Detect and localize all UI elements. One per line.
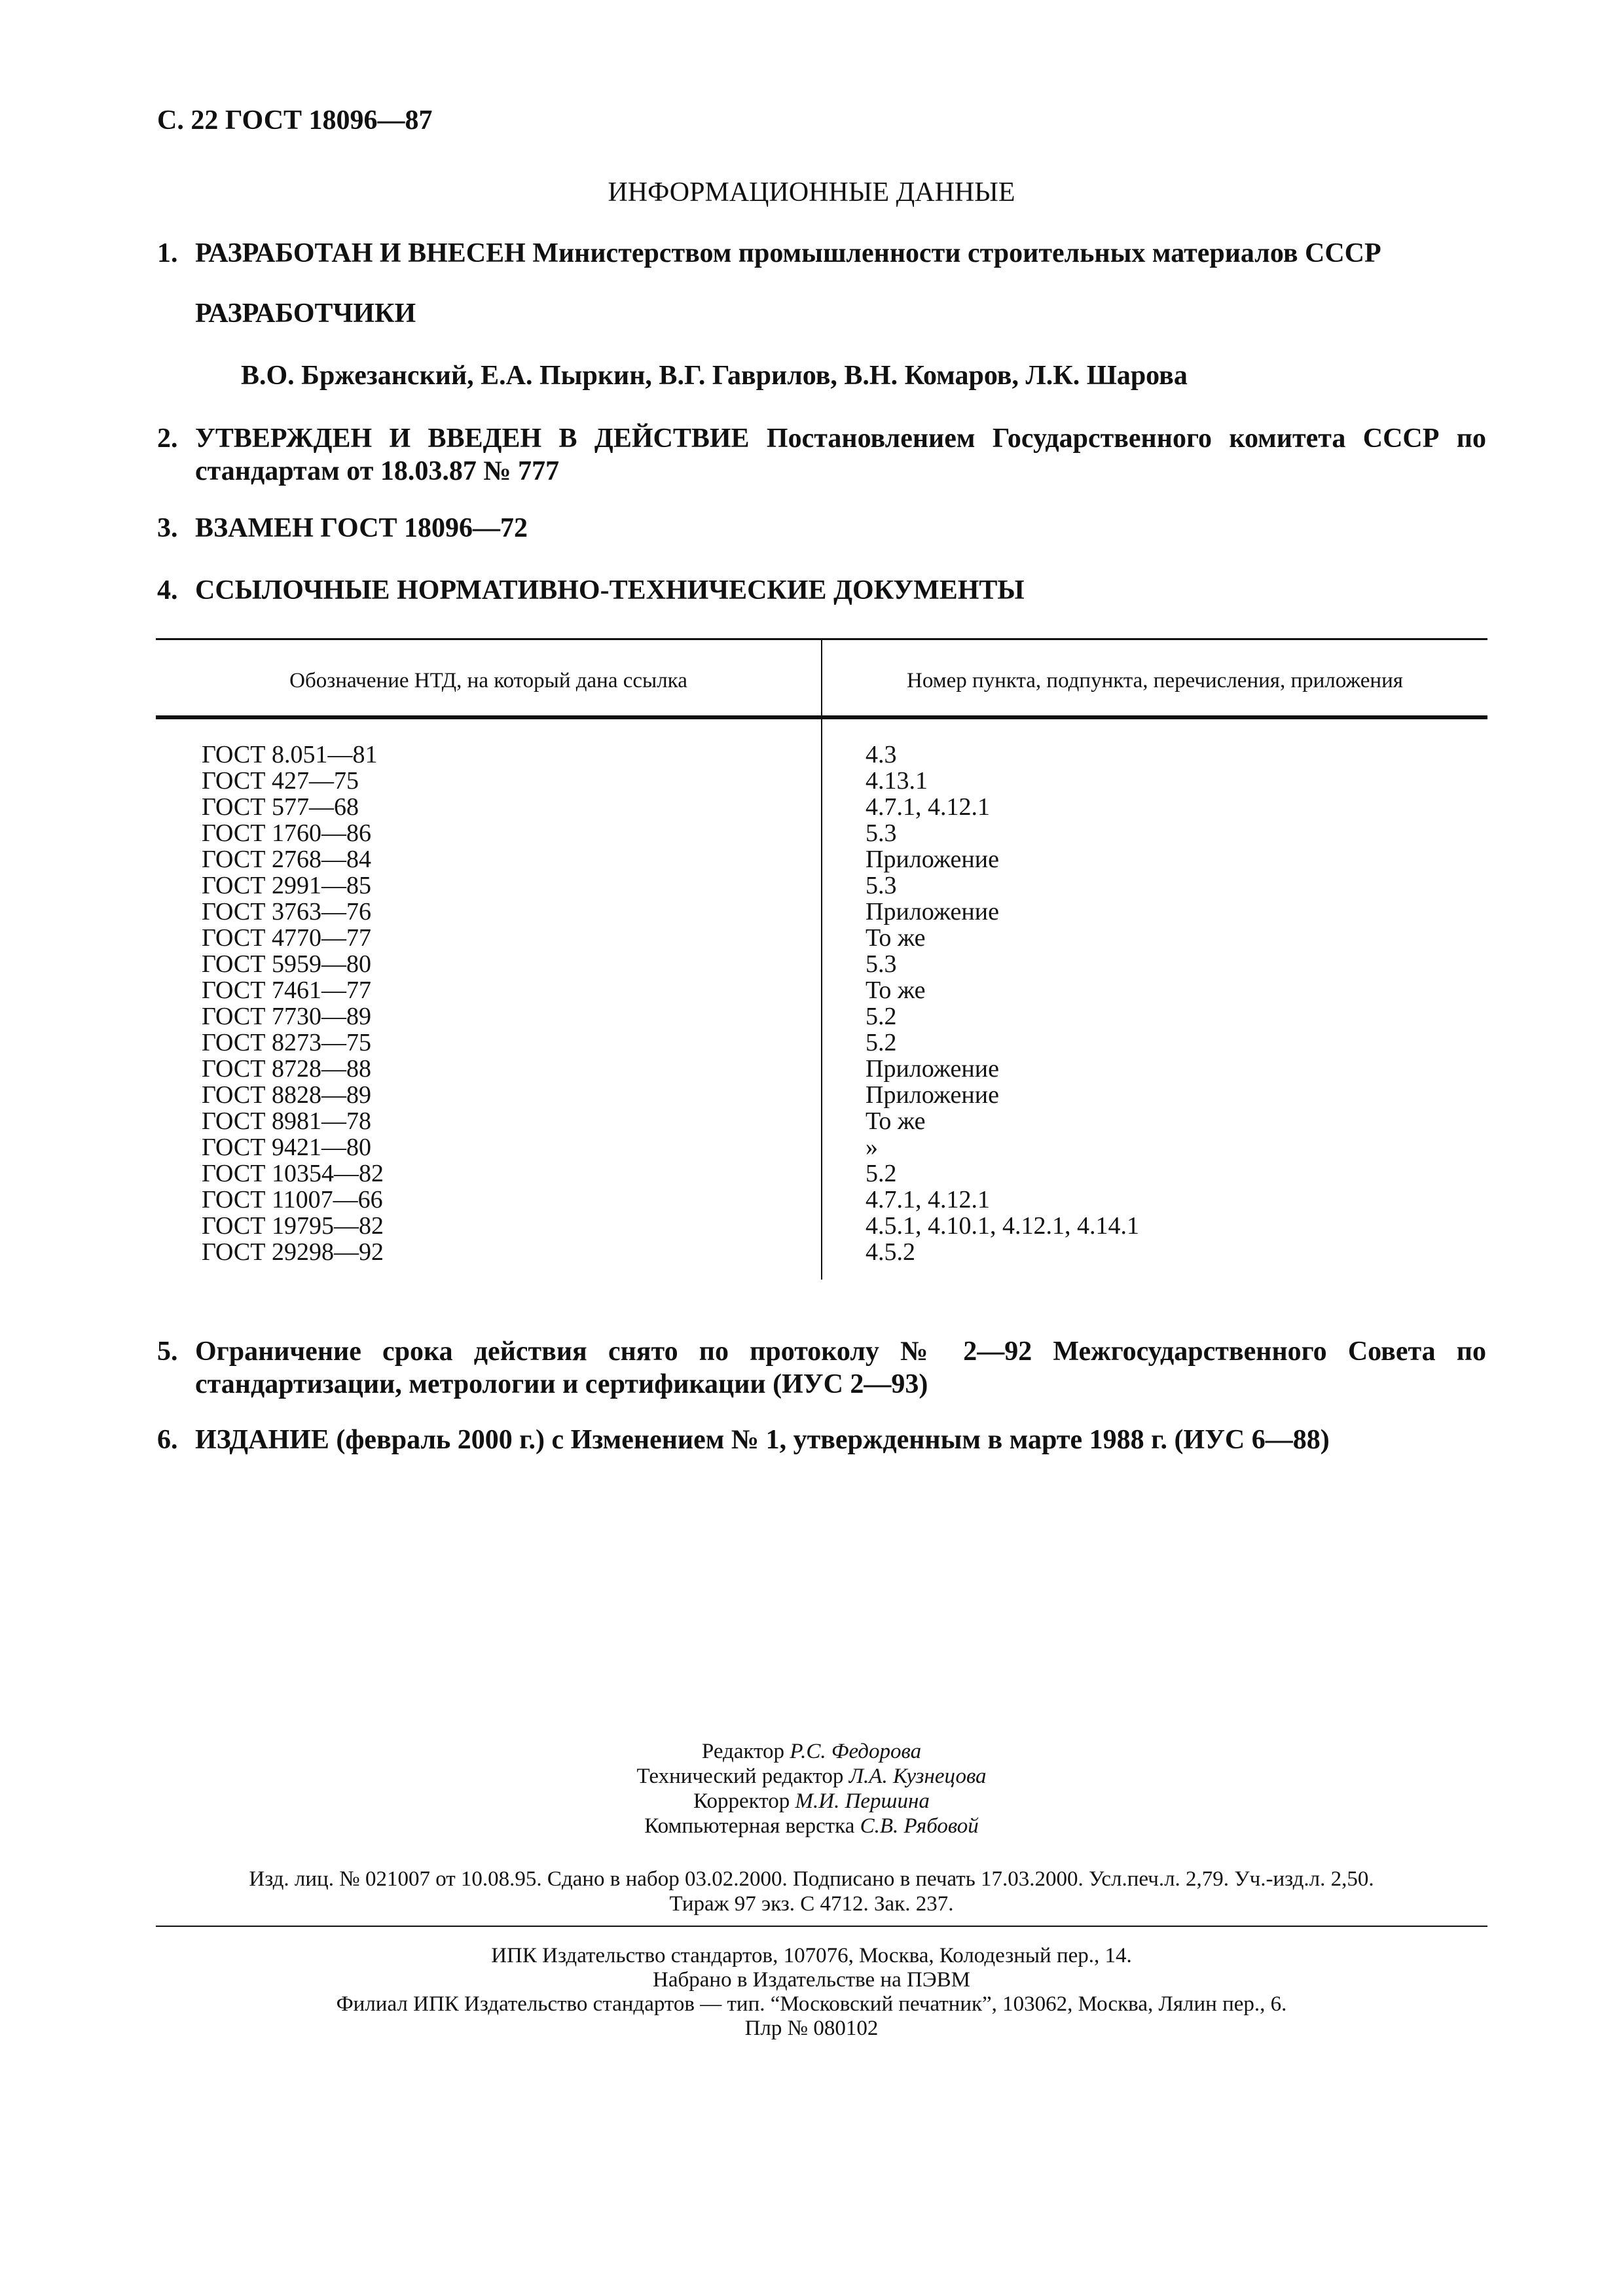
- table-cell-clause: 5.2: [866, 1003, 897, 1030]
- table-cell-clause: Приложение: [866, 898, 999, 925]
- table-cell-ntd: ГОСТ 8273—75: [202, 1029, 371, 1056]
- imprint-divider: [156, 1926, 1487, 1927]
- publisher-line: Плр № 080102: [744, 2017, 879, 2040]
- table-cell-clause: 5.3: [866, 872, 897, 899]
- section-1-text: [195, 237, 1486, 270]
- section-5: [157, 1335, 1486, 1401]
- table-cell-clause: »: [866, 1134, 878, 1161]
- table-column-ntd: [202, 742, 384, 1265]
- section-2-text: [195, 422, 1486, 488]
- credit-role: Компьютерная верстка: [644, 1814, 860, 1838]
- section-3: [157, 512, 1486, 545]
- imprint-line: Изд. лиц. № 021007 от 10.08.95. Сдано в набор 03.02.2000. Подписано в печать 17.03.2000. Усл.печ.л. 2,79. Уч.-изд.л. 2,50.: [249, 1867, 1374, 1891]
- credit-name: Л.А. Кузнецова: [848, 1765, 987, 1788]
- section-5-text: Ограничение срока действия снято по протоколу № 2—92 Межгосударственного Совета по стандартизации, метрологии и сертификации (ИУС 2—93): [195, 1336, 1486, 1399]
- table-cell-clause: 5.3: [866, 819, 897, 847]
- table-cell-clause: Приложение: [866, 846, 999, 873]
- table-cell-ntd: ГОСТ 19795—82: [202, 1212, 384, 1240]
- table-cell-clause: Приложение: [866, 1055, 999, 1083]
- section-4-number: 4.: [157, 575, 178, 605]
- credit-role: Редактор: [701, 1740, 790, 1763]
- section-3-number: 3.: [157, 513, 178, 543]
- credit-name: М.И. Першина: [795, 1789, 930, 1813]
- table-cell-clause: 4.7.1, 4.12.1: [866, 1186, 990, 1213]
- section-6-number: 6.: [157, 1425, 178, 1455]
- table-cell-ntd: ГОСТ 1760—86: [202, 819, 371, 847]
- table-cell-clause: 5.3: [866, 950, 897, 978]
- section-6: [157, 1424, 1486, 1456]
- page-header: С. 22 ГОСТ 18096—87: [157, 105, 433, 135]
- table-cell-clause: То же: [866, 977, 926, 1004]
- credit-role: Корректор: [693, 1789, 795, 1813]
- table-column-divider: [821, 638, 822, 1280]
- credit-editor: [0, 1739, 1623, 1764]
- table-cell-ntd: ГОСТ 5959—80: [202, 950, 371, 978]
- section-5-number: 5.: [157, 1336, 178, 1367]
- table-cell-clause: 4.13.1: [866, 767, 928, 795]
- table-cell-ntd: ГОСТ 8828—89: [202, 1081, 371, 1109]
- table-cell-clause: 4.5.1, 4.10.1, 4.12.1, 4.14.1: [866, 1212, 1139, 1240]
- page-title: ИНФОРМАЦИОННЫЕ ДАННЫЕ: [608, 177, 1015, 207]
- section-2-bold-lead: УТВЕРЖДЕН И ВВЕДЕН В ДЕЙСТВИЕ: [195, 423, 750, 454]
- table-cell-ntd: ГОСТ 9421—80: [202, 1134, 371, 1161]
- table-cell-clause: То же: [866, 1107, 926, 1135]
- table-cell-ntd: ГОСТ 8981—78: [202, 1107, 371, 1135]
- table-cell-clause: 5.2: [866, 1029, 897, 1056]
- credit-role: Технический редактор: [636, 1765, 849, 1788]
- table-cell-ntd: ГОСТ 427—75: [202, 767, 359, 795]
- editorial-credits: [0, 1739, 1623, 1839]
- section-2: [157, 422, 1486, 488]
- table-cell-ntd: ГОСТ 10354—82: [202, 1160, 384, 1187]
- table-column-clause: [866, 742, 1139, 1265]
- section-1: [157, 237, 1486, 270]
- table-cell-ntd: ГОСТ 577—68: [202, 793, 359, 821]
- table-cell-clause: 4.5.2: [866, 1238, 915, 1266]
- credit-proofreader: [0, 1789, 1623, 1814]
- table-cell-clause: 5.2: [866, 1160, 897, 1187]
- table-cell-ntd: ГОСТ 7461—77: [202, 977, 371, 1004]
- credit-technical-editor: [0, 1764, 1623, 1789]
- section-4-text: ССЫЛОЧНЫЕ НОРМАТИВНО-ТЕХНИЧЕСКИЕ ДОКУМЕНТЫ: [195, 575, 1025, 605]
- table-cell-ntd: ГОСТ 3763—76: [202, 898, 371, 925]
- table-cell-ntd: ГОСТ 29298—92: [202, 1238, 384, 1266]
- publisher-line: ИПК Издательство стандартов, 107076, Москва, Колодезный пер., 14.: [491, 1944, 1132, 1967]
- publisher-line: Набрано в Издательстве на ПЭВМ: [653, 1968, 970, 1992]
- table-cell-clause: То же: [866, 924, 926, 952]
- table-cell-ntd: ГОСТ 7730—89: [202, 1003, 371, 1030]
- section-4: [157, 574, 1486, 607]
- section-1-number: 1.: [157, 238, 178, 268]
- table-cell-clause: Приложение: [866, 1081, 999, 1109]
- table-header-clause: Номер пункта, подпункта, перечисления, приложения: [907, 669, 1403, 692]
- section-3-text: ВЗАМЕН ГОСТ 18096—72: [195, 513, 528, 543]
- imprint-info: [0, 1867, 1623, 1916]
- section-1-body: Министерством промышленности строительных материалов СССР: [525, 238, 1381, 268]
- table-cell-clause: 4.7.1, 4.12.1: [866, 793, 990, 821]
- table-cell-ntd: ГОСТ 2991—85: [202, 872, 371, 899]
- publisher-info: [0, 1944, 1623, 2041]
- section-6-text: ИЗДАНИЕ (февраль 2000 г.) с Изменением № 1, утвержденным в марте 1988 г. (ИУС 6—88): [195, 1425, 1330, 1455]
- table-cell-ntd: ГОСТ 8728—88: [202, 1055, 371, 1083]
- developers-label: РАЗРАБОТЧИКИ: [195, 298, 416, 329]
- table-cell-ntd: ГОСТ 8.051—81: [202, 741, 378, 768]
- section-2-body: Постановлением Государственного комитета СССР по стандартам от 18.03.87 № 777: [195, 423, 1486, 486]
- credit-layout: [0, 1814, 1623, 1839]
- table-header-ntd: Обозначение НТД, на который дана ссылка: [289, 669, 687, 692]
- table-cell-ntd: ГОСТ 11007—66: [202, 1186, 383, 1213]
- table-cell-ntd: ГОСТ 4770—77: [202, 924, 371, 952]
- section-2-number: 2.: [157, 423, 178, 454]
- section-1-bold-lead: РАЗРАБОТАН И ВНЕСЕН: [195, 238, 526, 268]
- table-cell-ntd: ГОСТ 2768—84: [202, 846, 371, 873]
- credit-name: С.В. Рябовой: [860, 1814, 979, 1838]
- publisher-line: Филиал ИПК Издательство стандартов — тип. “Московский печатник”, 103062, Москва, Лялин пер., 6.: [336, 1992, 1287, 2016]
- credit-name: Р.С. Федорова: [790, 1740, 922, 1763]
- developers-names: В.О. Бржезанский, Е.А. Пыркин, В.Г. Гаврилов, В.Н. Комаров, Л.К. Шарова: [241, 361, 1188, 391]
- imprint-line: Тираж 97 экз. С 4712. Зак. 237.: [669, 1892, 954, 1916]
- table-cell-clause: 4.3: [866, 741, 897, 768]
